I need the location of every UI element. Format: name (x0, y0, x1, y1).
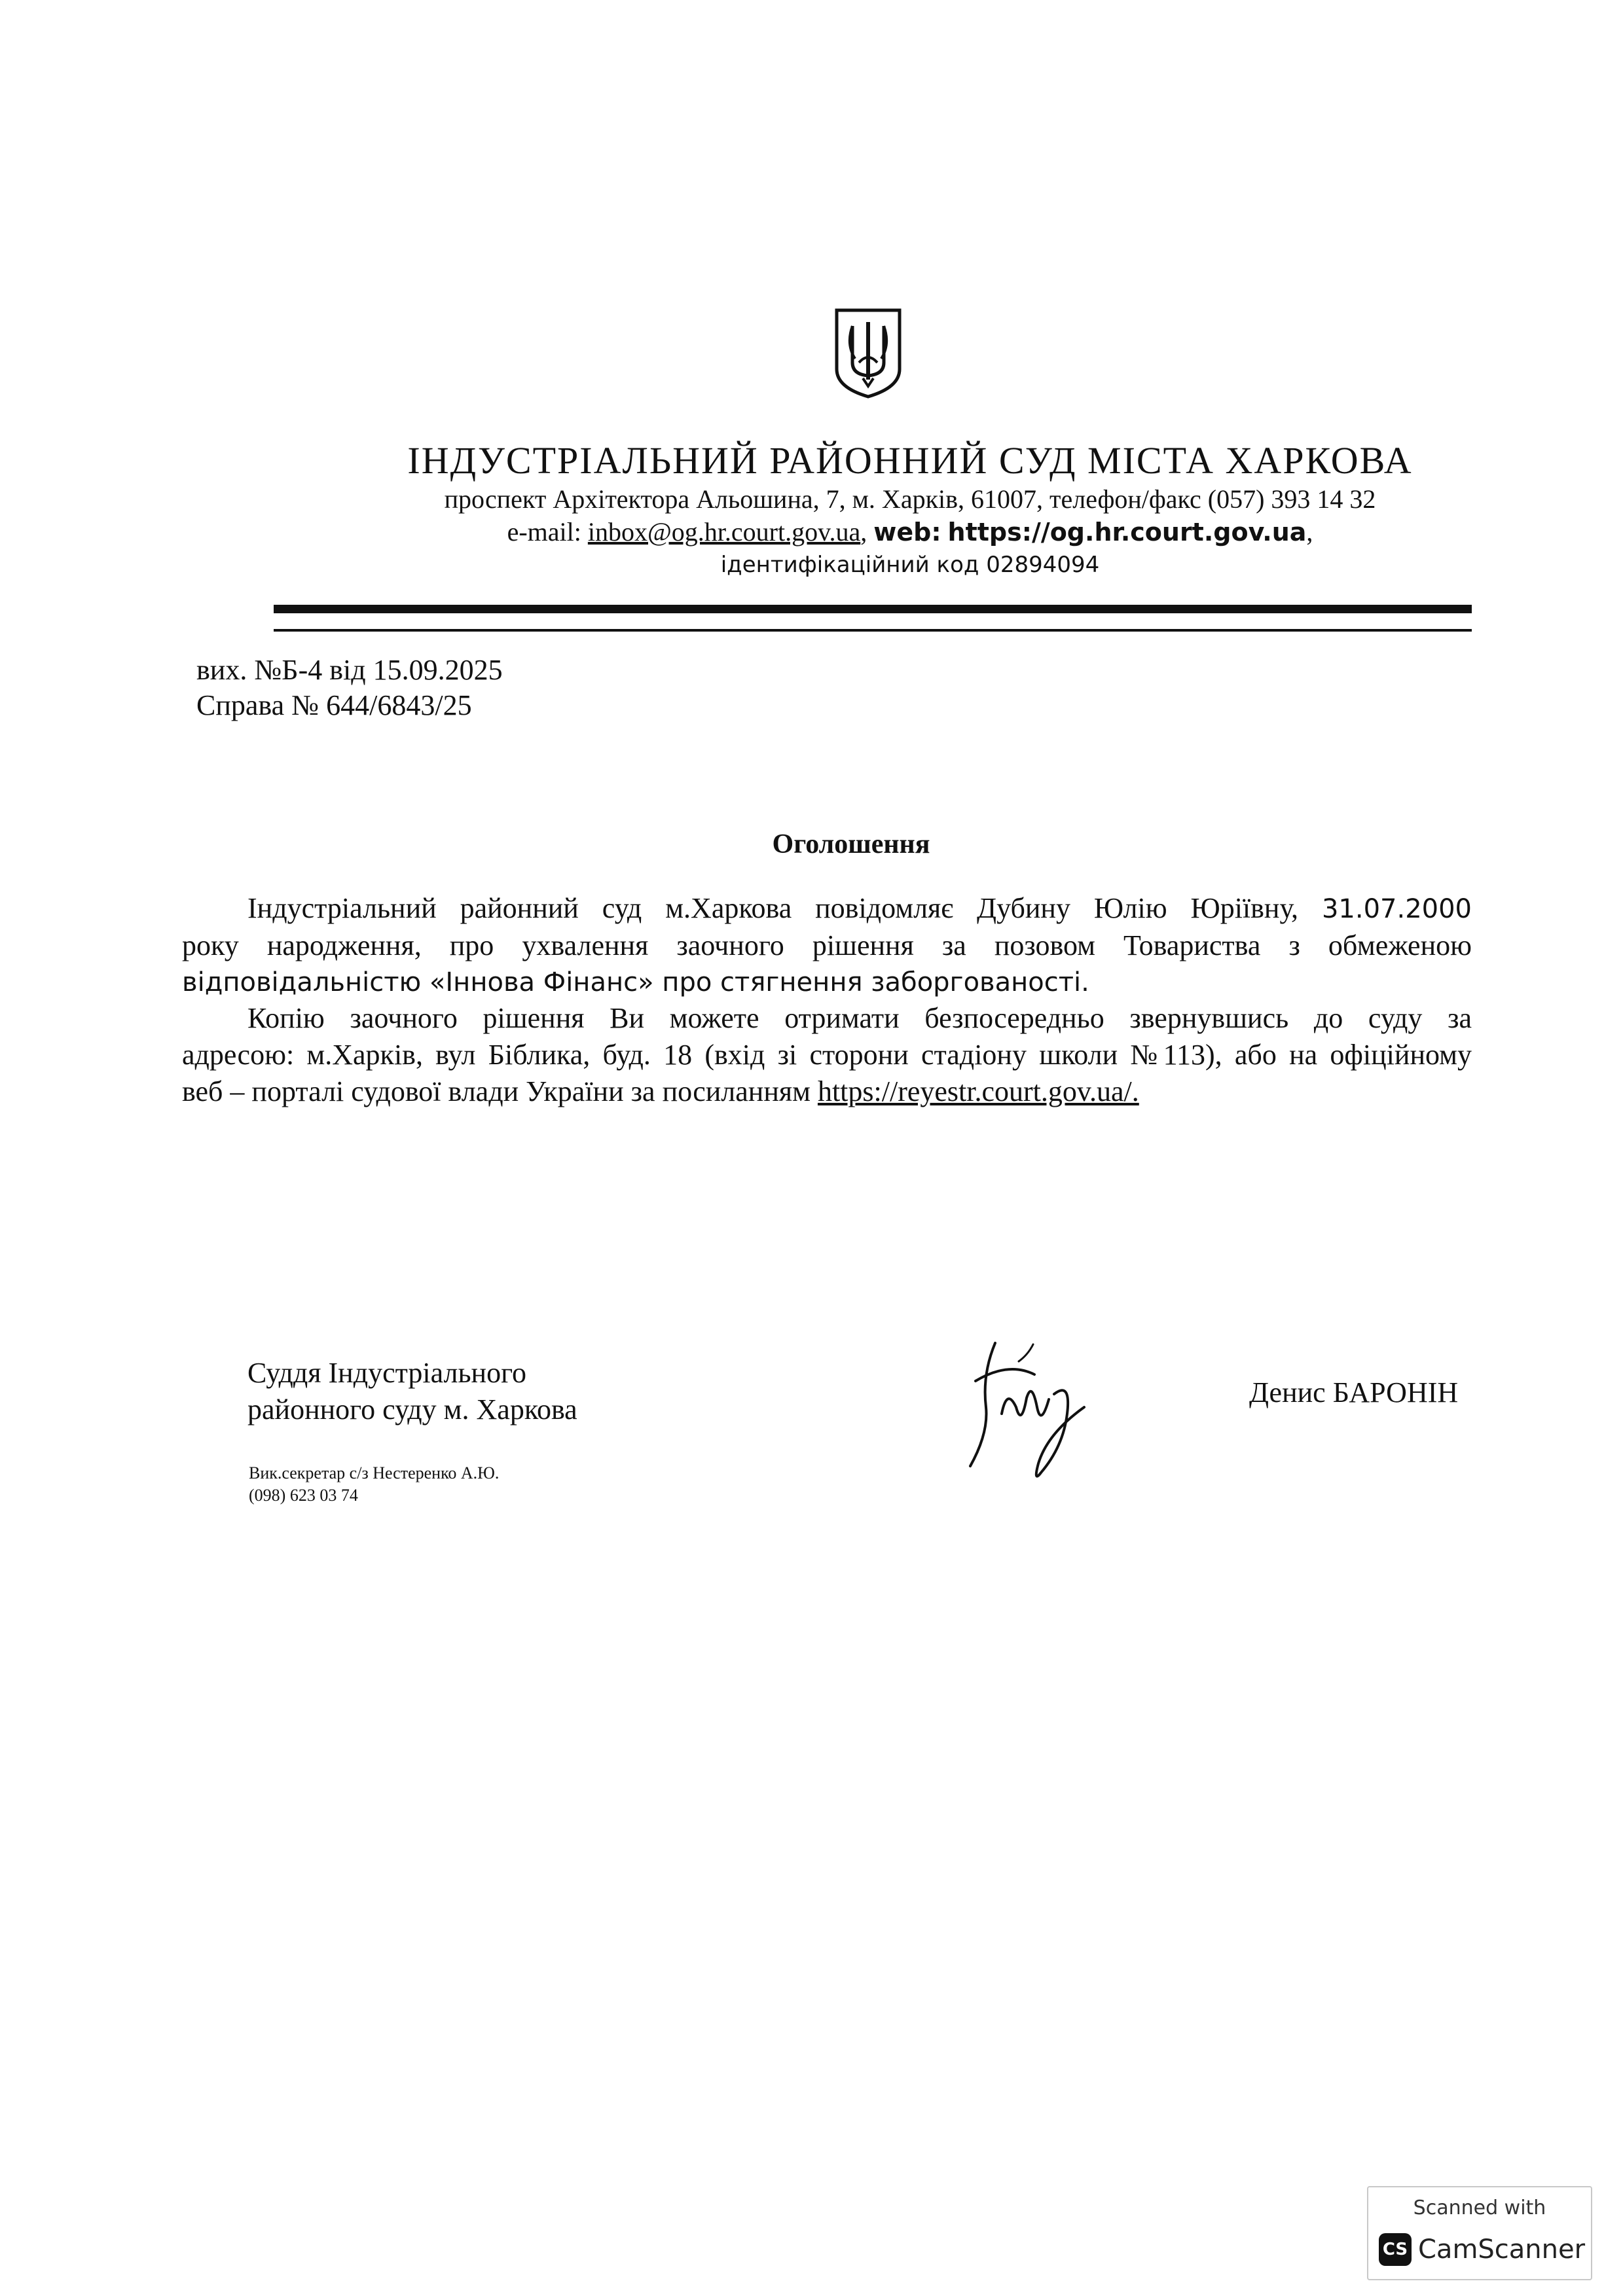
paragraph-line (182, 1073, 1472, 1110)
court-contacts (262, 516, 1558, 548)
camscanner-logo-icon: CS (1379, 2233, 1412, 2266)
paragraph-line: відповідальністю «Іннова Фінанс» про стягнення заборгованості. (182, 967, 1089, 997)
reyestr-link[interactable]: https://reyestr.court.gov.ua/. (817, 1075, 1139, 1107)
paragraph-line (182, 890, 1472, 927)
paragraph-text: веб – порталі судової влади України за посиланням (182, 1075, 818, 1107)
court-title: ІНДУСТРІАЛЬНИЙ РАЙОННИЙ СУД МІСТА ХАРКОВА (407, 439, 1413, 482)
judge-title-line-2: районного суду м. Харкова (247, 1393, 577, 1426)
header-rule-thin (274, 629, 1472, 632)
judge-title-line-1: Суддя Індустріального (247, 1357, 527, 1389)
coat-of-arms-icon (833, 306, 903, 399)
announcement-paragraph-1 (182, 890, 1472, 1001)
paragraph-line: Копію заочного рішення Ви можете отримати безпосередньо звернувшись до суду за (247, 1002, 1472, 1034)
email-link[interactable]: inbox@og.hr.court.gov.ua (587, 517, 861, 547)
outgoing-reference: вих. №Б-4 від 15.09.2025 (196, 654, 503, 686)
paragraph-text: Індустріальний районний суд м.Харкова повідомляє Дубину Юлію Юріївну, (247, 892, 1322, 924)
paragraph-line: року народження, про ухвалення заочного рішення за позовом Товариства з обмеженою (182, 929, 1472, 961)
separator: , (860, 517, 874, 547)
birth-date: 31.07.2000 (1321, 894, 1472, 924)
web-label: web: (873, 518, 941, 547)
secretary-phone: (098) 623 03 74 (249, 1486, 358, 1505)
judge-name: Денис БАРОНІН (1249, 1376, 1459, 1408)
header-rule-thick (274, 605, 1472, 613)
camscanner-name: CamScanner (1418, 2234, 1586, 2265)
identification-code: ідентифікаційний код 02894094 (720, 552, 1100, 578)
court-address: проспект Архітектора Альошина, 7, м. Харків, 61007, телефон/факс (057) 393 14 32 (444, 484, 1376, 514)
announcement-title: Оголошення (772, 829, 930, 859)
paragraph-line: адресою: м.Харків, вул Біблика, буд. 18 (вхід зі сторони стадіону школи №113), або на офіційному (182, 1039, 1472, 1071)
email-label: e-mail: (507, 517, 581, 547)
camscanner-badge (1367, 2186, 1592, 2280)
separator: , (1306, 517, 1313, 547)
case-reference: Справа № 644/6843/25 (196, 689, 472, 721)
secretary-name: Вик.секретар с/з Нестеренко А.Ю. (249, 1463, 500, 1482)
announcement-paragraph-2 (182, 1000, 1472, 1110)
handwritten-signature (956, 1335, 1120, 1486)
scanned-with-label: Scanned with (1413, 2197, 1546, 2219)
web-link[interactable]: https://og.hr.court.gov.ua (947, 518, 1307, 547)
